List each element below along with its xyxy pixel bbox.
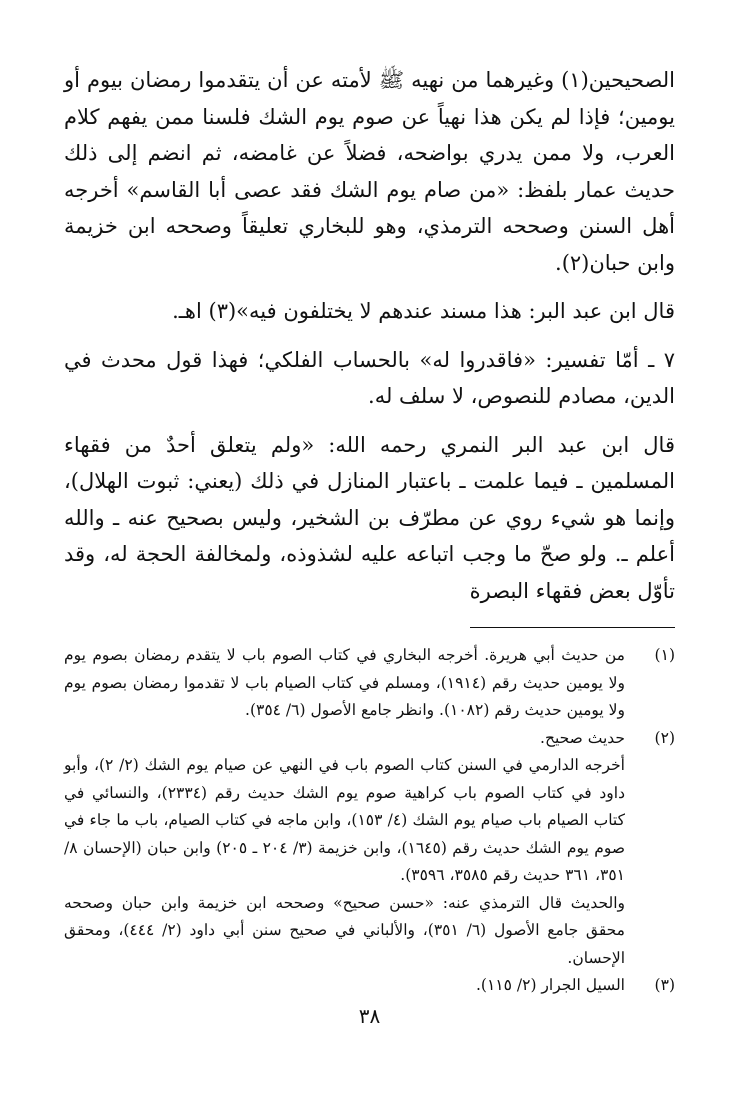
paragraph-2: قال ابن عبد البر: هذا مسند عندهم لا يختلفون فيه»(٣) اهـ. [172,299,675,323]
footnote-separator [470,627,675,628]
footnote-number: (٣) [654,976,675,994]
footnote-body [64,725,625,973]
footnote-line: السيل الجرار (٢/ ١١٥). [475,976,625,994]
footnotes [64,642,675,1000]
footnote-3 [64,972,675,1000]
footnote-body [64,972,625,1000]
footnote-number: (٢) [654,728,675,747]
footnote-line: والحديث قال الترمذي عنه: «حسن صحيح» وصححه ابن خزيمة وابن حبان وصححه محقق جامع الأصول (٦/ ٣٥١)، والألباني في صحيح سنن أبي داود (٢/ ٤٤٤)، ومحقق الإحسان. [64,893,625,967]
footnote-line: أخرجه الدارمي في السنن كتاب الصوم باب في النهي عن صيام يوم الشك (٢/ ٢)، وأبو داود في كتاب الصوم باب كراهية صوم يوم الشك حديث رقم (٢٣٣٤)، والنسائي في كتاب الصيام باب صيام يوم الشك (٤/ ١٥٣)، وابن ماجه في كتاب الصيام، باب ما جاء في صوم يوم الشك حديث رقم (١٦٤٥)، وابن خزيمة (٣/ ٢٠٤ ـ ٢٠٥) وابن حبان (الإحسان ٨/ ٣٥١، ٣٦١ حديث رقم ٣٥٨٥، ٣٥٩٦). [64,756,625,884]
footnote-body [64,642,625,725]
main-text [64,62,675,609]
paragraph-3: ٧ ـ أمّا تفسير: «فاقدروا له» بالحساب الفلكي؛ فهذا قول محدث في الدين، مصادم للنصوص، لا سلف له. [64,347,675,408]
footnote-line: حديث صحيح. [540,728,625,747]
footnote-2 [64,725,675,973]
footnote-number: (١) [654,646,675,664]
paragraph-4: قال ابن عبد البر النمري رحمه الله: «ولم يتعلق أحدٌ من فقهاء المسلمين ـ فيما علمت ـ باعتبار المنازل في ذلك (يعني: ثبوت الهلال)، وإنما هو شيء روي عن مطرّف بن الشخير، وليس بصحيح عنه ـ والله أعلم ـ. ولو صحّ ما وجب اتباعه عليه لشذوذه، ولمخالفة الحجة له، وقد تأوّل بعض فقهاء البصرة [64,432,675,603]
book-page [64,62,675,1059]
footnote-1 [64,642,675,725]
paragraph-1: الصحيحين(١) وغيرهما من نهيه ﷺ لأمته عن أن يتقدموا رمضان بيوم أو يومين؛ فإذا لم يكن هذا نهياً عن صوم يوم الشك فلسنا ممن يفهم كلام العرب، ولا ممن يدري بواضحه، فضلاً عن غامضه، ثم انضم إلى ذلك حديث عمار بلفظ: «من صام يوم الشك فقد عصى أبا القاسم» أخرجه أهل السنن وصححه الترمذي، وهو للبخاري تعليقاً وصححه ابن خزيمة وابن حبان(٢). [64,68,675,275]
footnote-line: من حديث أبي هريرة. أخرجه البخاري في كتاب الصوم باب لا يتقدم رمضان بصوم يوم ولا يومين حديث رقم (١٩١٤)، ومسلم في كتاب الصيام باب لا تقدموا رمضان بصوم يوم ولا يومين حديث رقم (١٠٨٢). وانظر جامع الأصول (٦/ ٣٥٤). [64,646,625,719]
page-number: ٣٨ [358,1004,381,1028]
